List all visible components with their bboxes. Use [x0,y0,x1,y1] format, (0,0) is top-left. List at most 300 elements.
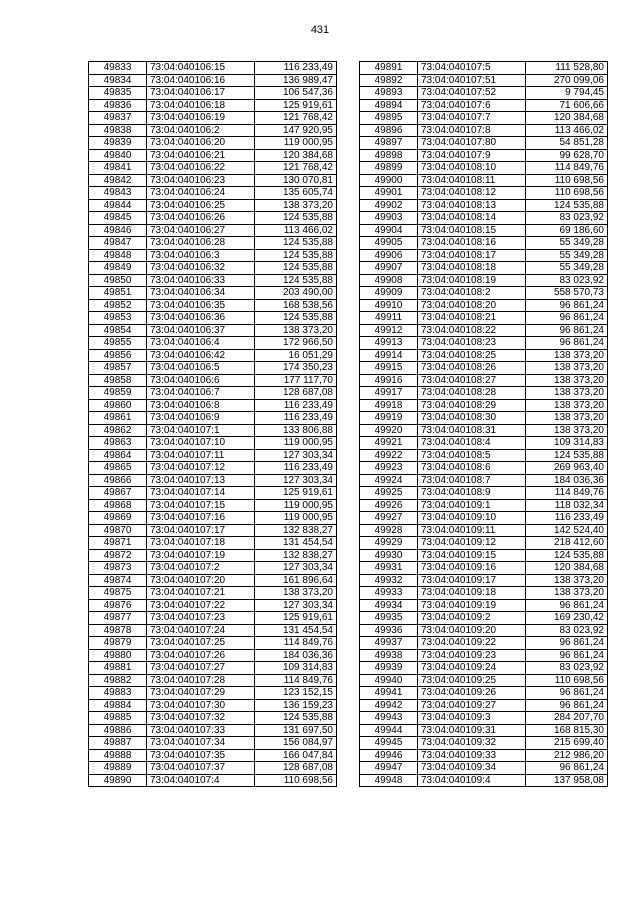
table-row [89,762,337,775]
value-cell: 124 535,88 [255,212,337,225]
table-row [89,587,337,600]
value-cell: 123 152,15 [255,687,337,700]
cadastral-number-cell: 73:04:040106:18 [147,99,255,112]
table-row [360,649,608,662]
table-row [89,524,337,537]
value-cell: 110 698,56 [255,774,337,787]
table-row [360,549,608,562]
cadastral-number-cell: 73:04:040106:4 [147,337,255,350]
row-number-cell: 49946 [360,749,418,762]
table-row [89,274,337,287]
cadastral-number-cell: 73:04:040106:28 [147,237,255,250]
row-number-cell: 49848 [89,249,147,262]
value-cell: 119 000,95 [255,499,337,512]
cadastral-number-cell: 73:04:040106:35 [147,299,255,312]
row-number-cell: 49868 [89,499,147,512]
table-row [360,524,608,537]
table-row [360,637,608,650]
table-row [89,674,337,687]
value-cell: 130 070,81 [255,174,337,187]
value-cell: 138 373,20 [526,424,608,437]
row-number-cell: 49842 [89,174,147,187]
row-number-cell: 49867 [89,487,147,500]
cadastral-number-cell: 73:04:040107:1 [147,424,255,437]
row-number-cell: 49933 [360,587,418,600]
value-cell: 136 989,47 [255,74,337,87]
table-row [89,562,337,575]
table-row [360,324,608,337]
value-cell: 116 233,49 [255,412,337,425]
table-row [89,387,337,400]
cadastral-number-cell: 73:04:040108:26 [418,362,526,375]
row-number-cell: 49905 [360,237,418,250]
table-row [89,549,337,562]
row-number-cell: 49876 [89,599,147,612]
table-row [360,162,608,175]
row-number-cell: 49924 [360,474,418,487]
value-cell: 166 047,84 [255,749,337,762]
value-cell: 124 535,88 [526,449,608,462]
row-number-cell: 49934 [360,599,418,612]
table-row [360,124,608,137]
table-row [360,624,608,637]
table-row [360,662,608,675]
row-number-cell: 49894 [360,99,418,112]
cadastral-number-cell: 73:04:040109:12 [418,537,526,550]
cadastral-number-cell: 73:04:040106:26 [147,212,255,225]
row-number-cell: 49943 [360,712,418,725]
cadastral-number-cell: 73:04:040108:27 [418,374,526,387]
cadastral-number-cell: 73:04:040108:13 [418,199,526,212]
cadastral-number-cell: 73:04:040107:34 [147,737,255,750]
value-cell: 127 303,34 [255,599,337,612]
row-number-cell: 49930 [360,549,418,562]
value-cell: 125 919,61 [255,99,337,112]
value-cell: 109 314,83 [526,437,608,450]
cadastral-number-cell: 73:04:040106:6 [147,374,255,387]
row-number-cell: 49845 [89,212,147,225]
row-number-cell: 49878 [89,624,147,637]
cadastral-number-cell: 73:04:040109:10 [418,512,526,525]
cadastral-number-cell: 73:04:040106:32 [147,262,255,275]
table-row [89,237,337,250]
cadastral-number-cell: 73:04:040108:30 [418,412,526,425]
cadastral-number-cell: 73:04:040107:2 [147,562,255,575]
value-cell: 16 051,29 [255,349,337,362]
row-number-cell: 49872 [89,549,147,562]
cadastral-number-cell: 73:04:040108:19 [418,274,526,287]
table-row [89,412,337,425]
table-row [89,249,337,262]
cadastral-number-cell: 73:04:040107:51 [418,74,526,87]
table-row [360,249,608,262]
table-row [360,99,608,112]
table-row [89,312,337,325]
cadastral-number-cell: 73:04:040107:18 [147,537,255,550]
cadastral-number-cell: 73:04:040107:22 [147,599,255,612]
cadastral-number-cell: 73:04:040108:29 [418,399,526,412]
value-cell: 120 384,68 [255,149,337,162]
row-number-cell: 49841 [89,162,147,175]
value-cell: 96 861,24 [526,299,608,312]
table-row [360,687,608,700]
cadastral-number-cell: 73:04:040109:34 [418,762,526,775]
row-number-cell: 49907 [360,262,418,275]
table-row [360,362,608,375]
cadastral-number-cell: 73:04:040106:42 [147,349,255,362]
value-cell: 83 023,92 [526,212,608,225]
cadastral-number-cell: 73:04:040109:27 [418,699,526,712]
row-number-cell: 49844 [89,199,147,212]
table-row [360,774,608,787]
cadastral-number-cell: 73:04:040109:18 [418,587,526,600]
cadastral-number-cell: 73:04:040107:5 [418,62,526,75]
row-number-cell: 49902 [360,199,418,212]
value-cell: 138 373,20 [526,399,608,412]
table-row [89,124,337,137]
cadastral-number-cell: 73:04:040109:11 [418,524,526,537]
value-cell: 124 535,88 [255,312,337,325]
table-row [360,212,608,225]
table-row [89,162,337,175]
row-number-cell: 49916 [360,374,418,387]
cadastral-number-cell: 73:04:040108:7 [418,474,526,487]
cadastral-number-cell: 73:04:040106:20 [147,137,255,150]
cadastral-number-cell: 73:04:040106:27 [147,224,255,237]
row-number-cell: 49860 [89,399,147,412]
value-cell: 127 303,34 [255,562,337,575]
page-number: 431 [310,24,330,36]
value-cell: 114 849,76 [526,487,608,500]
value-cell: 113 466,02 [255,224,337,237]
cadastral-number-cell: 73:04:040106:15 [147,62,255,75]
row-number-cell: 49911 [360,312,418,325]
value-cell: 111 528,80 [526,62,608,75]
table-row [89,87,337,100]
value-cell: 125 919,61 [255,612,337,625]
table-row [89,737,337,750]
value-cell: 114 849,76 [255,674,337,687]
row-number-cell: 49882 [89,674,147,687]
cadastral-number-cell: 73:04:040107:32 [147,712,255,725]
table-row [89,612,337,625]
row-number-cell: 49904 [360,224,418,237]
table-row [89,599,337,612]
table-row [360,87,608,100]
value-cell: 119 000,95 [255,437,337,450]
cadastral-number-cell: 73:04:040106:22 [147,162,255,175]
row-number-cell: 49861 [89,412,147,425]
table-row [89,187,337,200]
table-row [360,674,608,687]
value-cell: 135 605,74 [255,187,337,200]
value-cell: 96 861,24 [526,337,608,350]
cadastral-number-cell: 73:04:040109:22 [418,637,526,650]
table-row [89,149,337,162]
row-number-cell: 49901 [360,187,418,200]
cadastral-number-cell: 73:04:040109:15 [418,549,526,562]
row-number-cell: 49888 [89,749,147,762]
value-cell: 106 547,36 [255,87,337,100]
cadastral-number-cell: 73:04:040108:14 [418,212,526,225]
table-row [89,649,337,662]
row-number-cell: 49849 [89,262,147,275]
value-cell: 99 628,70 [526,149,608,162]
row-number-cell: 49886 [89,724,147,737]
table-row [360,199,608,212]
table-row [360,224,608,237]
row-number-cell: 49869 [89,512,147,525]
table-row [360,112,608,125]
table-row [89,687,337,700]
value-cell: 55 349,28 [526,262,608,275]
value-cell: 109 314,83 [255,662,337,675]
row-number-cell: 49898 [360,149,418,162]
table-row [360,537,608,550]
row-number-cell: 49914 [360,349,418,362]
row-number-cell: 49932 [360,574,418,587]
value-cell: 147 920,95 [255,124,337,137]
table-row [89,637,337,650]
row-number-cell: 49944 [360,724,418,737]
cadastral-number-cell: 73:04:040109:17 [418,574,526,587]
cadastral-number-cell: 73:04:040108:16 [418,237,526,250]
value-cell: 169 230,42 [526,612,608,625]
table-row [89,287,337,300]
cadastral-number-cell: 73:04:040106:3 [147,249,255,262]
cadastral-number-cell: 73:04:040107:29 [147,687,255,700]
cadastral-number-cell: 73:04:040109:2 [418,612,526,625]
row-number-cell: 49941 [360,687,418,700]
row-number-cell: 49939 [360,662,418,675]
cadastral-number-cell: 73:04:040107:80 [418,137,526,150]
cadastral-number-cell: 73:04:040108:31 [418,424,526,437]
value-cell: 161 896,64 [255,574,337,587]
row-number-cell: 49859 [89,387,147,400]
row-number-cell: 49843 [89,187,147,200]
value-cell: 110 698,56 [526,674,608,687]
row-number-cell: 49919 [360,412,418,425]
row-number-cell: 49851 [89,287,147,300]
row-number-cell: 49920 [360,424,418,437]
value-cell: 124 535,88 [526,549,608,562]
table-row [89,449,337,462]
value-cell: 114 849,76 [255,637,337,650]
table-row [360,487,608,500]
row-number-cell: 49892 [360,74,418,87]
value-cell: 269 963,40 [526,462,608,475]
row-number-cell: 49938 [360,649,418,662]
cadastral-number-cell: 73:04:040107:25 [147,637,255,650]
row-number-cell: 49885 [89,712,147,725]
row-number-cell: 49918 [360,399,418,412]
table-row [89,212,337,225]
value-cell: 96 861,24 [526,762,608,775]
value-cell: 124 535,88 [255,249,337,262]
row-number-cell: 49864 [89,449,147,462]
cadastral-number-cell: 73:04:040107:7 [418,112,526,125]
row-number-cell: 49929 [360,537,418,550]
table-row [89,424,337,437]
cadastral-number-cell: 73:04:040106:23 [147,174,255,187]
value-cell: 127 303,34 [255,474,337,487]
cadastral-number-cell: 73:04:040107:27 [147,662,255,675]
value-cell: 55 349,28 [526,237,608,250]
cadastral-number-cell: 73:04:040106:34 [147,287,255,300]
table-row [360,274,608,287]
table-row [360,699,608,712]
table-row [89,99,337,112]
row-number-cell: 49925 [360,487,418,500]
table-row [360,312,608,325]
value-cell: 96 861,24 [526,324,608,337]
row-number-cell: 49870 [89,524,147,537]
value-cell: 138 373,20 [526,362,608,375]
row-number-cell: 49909 [360,287,418,300]
row-number-cell: 49839 [89,137,147,150]
cadastral-number-cell: 73:04:040108:5 [418,449,526,462]
value-cell: 218 412,60 [526,537,608,550]
cadastral-number-cell: 73:04:040106:7 [147,387,255,400]
cadastral-number-cell: 73:04:040107:33 [147,724,255,737]
row-number-cell: 49833 [89,62,147,75]
cadastral-number-cell: 73:04:040107:8 [418,124,526,137]
table-row [360,462,608,475]
row-number-cell: 49875 [89,587,147,600]
value-cell: 138 373,20 [526,349,608,362]
value-cell: 184 036,36 [526,474,608,487]
row-number-cell: 49948 [360,774,418,787]
row-number-cell: 49858 [89,374,147,387]
value-cell: 131 697,50 [255,724,337,737]
cadastral-number-cell: 73:04:040108:10 [418,162,526,175]
value-cell: 137 958,08 [526,774,608,787]
value-cell: 142 524,40 [526,524,608,537]
row-number-cell: 49834 [89,74,147,87]
value-cell: 119 000,95 [255,137,337,150]
table-row [360,574,608,587]
cadastral-number-cell: 73:04:040108:25 [418,349,526,362]
value-cell: 120 384,68 [526,112,608,125]
cadastral-number-cell: 73:04:040107:6 [418,99,526,112]
row-number-cell: 49874 [89,574,147,587]
table-row [360,187,608,200]
table-row [89,362,337,375]
value-cell: 132 838,27 [255,549,337,562]
table-row [360,337,608,350]
table-row [360,262,608,275]
cadastral-number-cell: 73:04:040109:31 [418,724,526,737]
cadastral-number-cell: 73:04:040108:2 [418,287,526,300]
row-number-cell: 49923 [360,462,418,475]
value-cell: 133 806,88 [255,424,337,437]
row-number-cell: 49840 [89,149,147,162]
table-row [89,487,337,500]
cadastral-number-cell: 73:04:040106:2 [147,124,255,137]
cadastral-number-cell: 73:04:040107:21 [147,587,255,600]
cadastral-number-cell: 73:04:040107:24 [147,624,255,637]
row-number-cell: 49928 [360,524,418,537]
table-row [89,699,337,712]
value-cell: 121 768,42 [255,162,337,175]
table-row [360,149,608,162]
cadastral-number-cell: 73:04:040106:5 [147,362,255,375]
cadastral-number-cell: 73:04:040108:28 [418,387,526,400]
value-cell: 54 851,28 [526,137,608,150]
cadastral-number-cell: 73:04:040109:23 [418,649,526,662]
value-cell: 110 698,56 [526,187,608,200]
table-row [89,137,337,150]
cadastral-number-cell: 73:04:040106:8 [147,399,255,412]
value-cell: 168 815,30 [526,724,608,737]
row-number-cell: 49856 [89,349,147,362]
cadastral-number-cell: 73:04:040108:22 [418,324,526,337]
row-number-cell: 49871 [89,537,147,550]
table-row [360,562,608,575]
cadastral-number-cell: 73:04:040107:30 [147,699,255,712]
row-number-cell: 49835 [89,87,147,100]
value-cell: 177 117,70 [255,374,337,387]
row-number-cell: 49927 [360,512,418,525]
value-cell: 270 099,06 [526,74,608,87]
cadastral-number-cell: 73:04:040106:36 [147,312,255,325]
value-cell: 138 373,20 [526,374,608,387]
table-row [89,349,337,362]
row-number-cell: 49852 [89,299,147,312]
table-row [89,112,337,125]
cadastral-number-cell: 73:04:040107:17 [147,524,255,537]
value-cell: 124 535,88 [255,274,337,287]
cadastral-number-cell: 73:04:040109:16 [418,562,526,575]
cadastral-number-cell: 73:04:040108:9 [418,487,526,500]
cadastral-number-cell: 73:04:040107:35 [147,749,255,762]
cadastral-number-cell: 73:04:040109:20 [418,624,526,637]
row-number-cell: 49936 [360,624,418,637]
table-row [89,749,337,762]
row-number-cell: 49880 [89,649,147,662]
table-row [360,712,608,725]
cadastral-number-cell: 73:04:040107:26 [147,649,255,662]
value-cell: 138 373,20 [255,587,337,600]
table-row [360,399,608,412]
table-row [360,612,608,625]
row-number-cell: 49908 [360,274,418,287]
cadastral-number-cell: 73:04:040106:21 [147,149,255,162]
table-row [89,199,337,212]
row-number-cell: 49838 [89,124,147,137]
row-number-cell: 49910 [360,299,418,312]
value-cell: 96 861,24 [526,312,608,325]
value-cell: 124 535,88 [526,199,608,212]
row-number-cell: 49853 [89,312,147,325]
row-number-cell: 49913 [360,337,418,350]
value-cell: 203 490,00 [255,287,337,300]
table-row [360,499,608,512]
cadastral-number-cell: 73:04:040106:19 [147,112,255,125]
value-cell: 131 454,54 [255,537,337,550]
cadastral-number-cell: 73:04:040109:1 [418,499,526,512]
table-row [89,437,337,450]
row-number-cell: 49940 [360,674,418,687]
row-number-cell: 49947 [360,762,418,775]
left-table-body [89,62,337,787]
cadastral-number-cell: 73:04:040107:16 [147,512,255,525]
row-number-cell: 49887 [89,737,147,750]
cadastral-number-cell: 73:04:040108:6 [418,462,526,475]
value-cell: 132 838,27 [255,524,337,537]
value-cell: 118 032,34 [526,499,608,512]
value-cell: 83 023,92 [526,274,608,287]
